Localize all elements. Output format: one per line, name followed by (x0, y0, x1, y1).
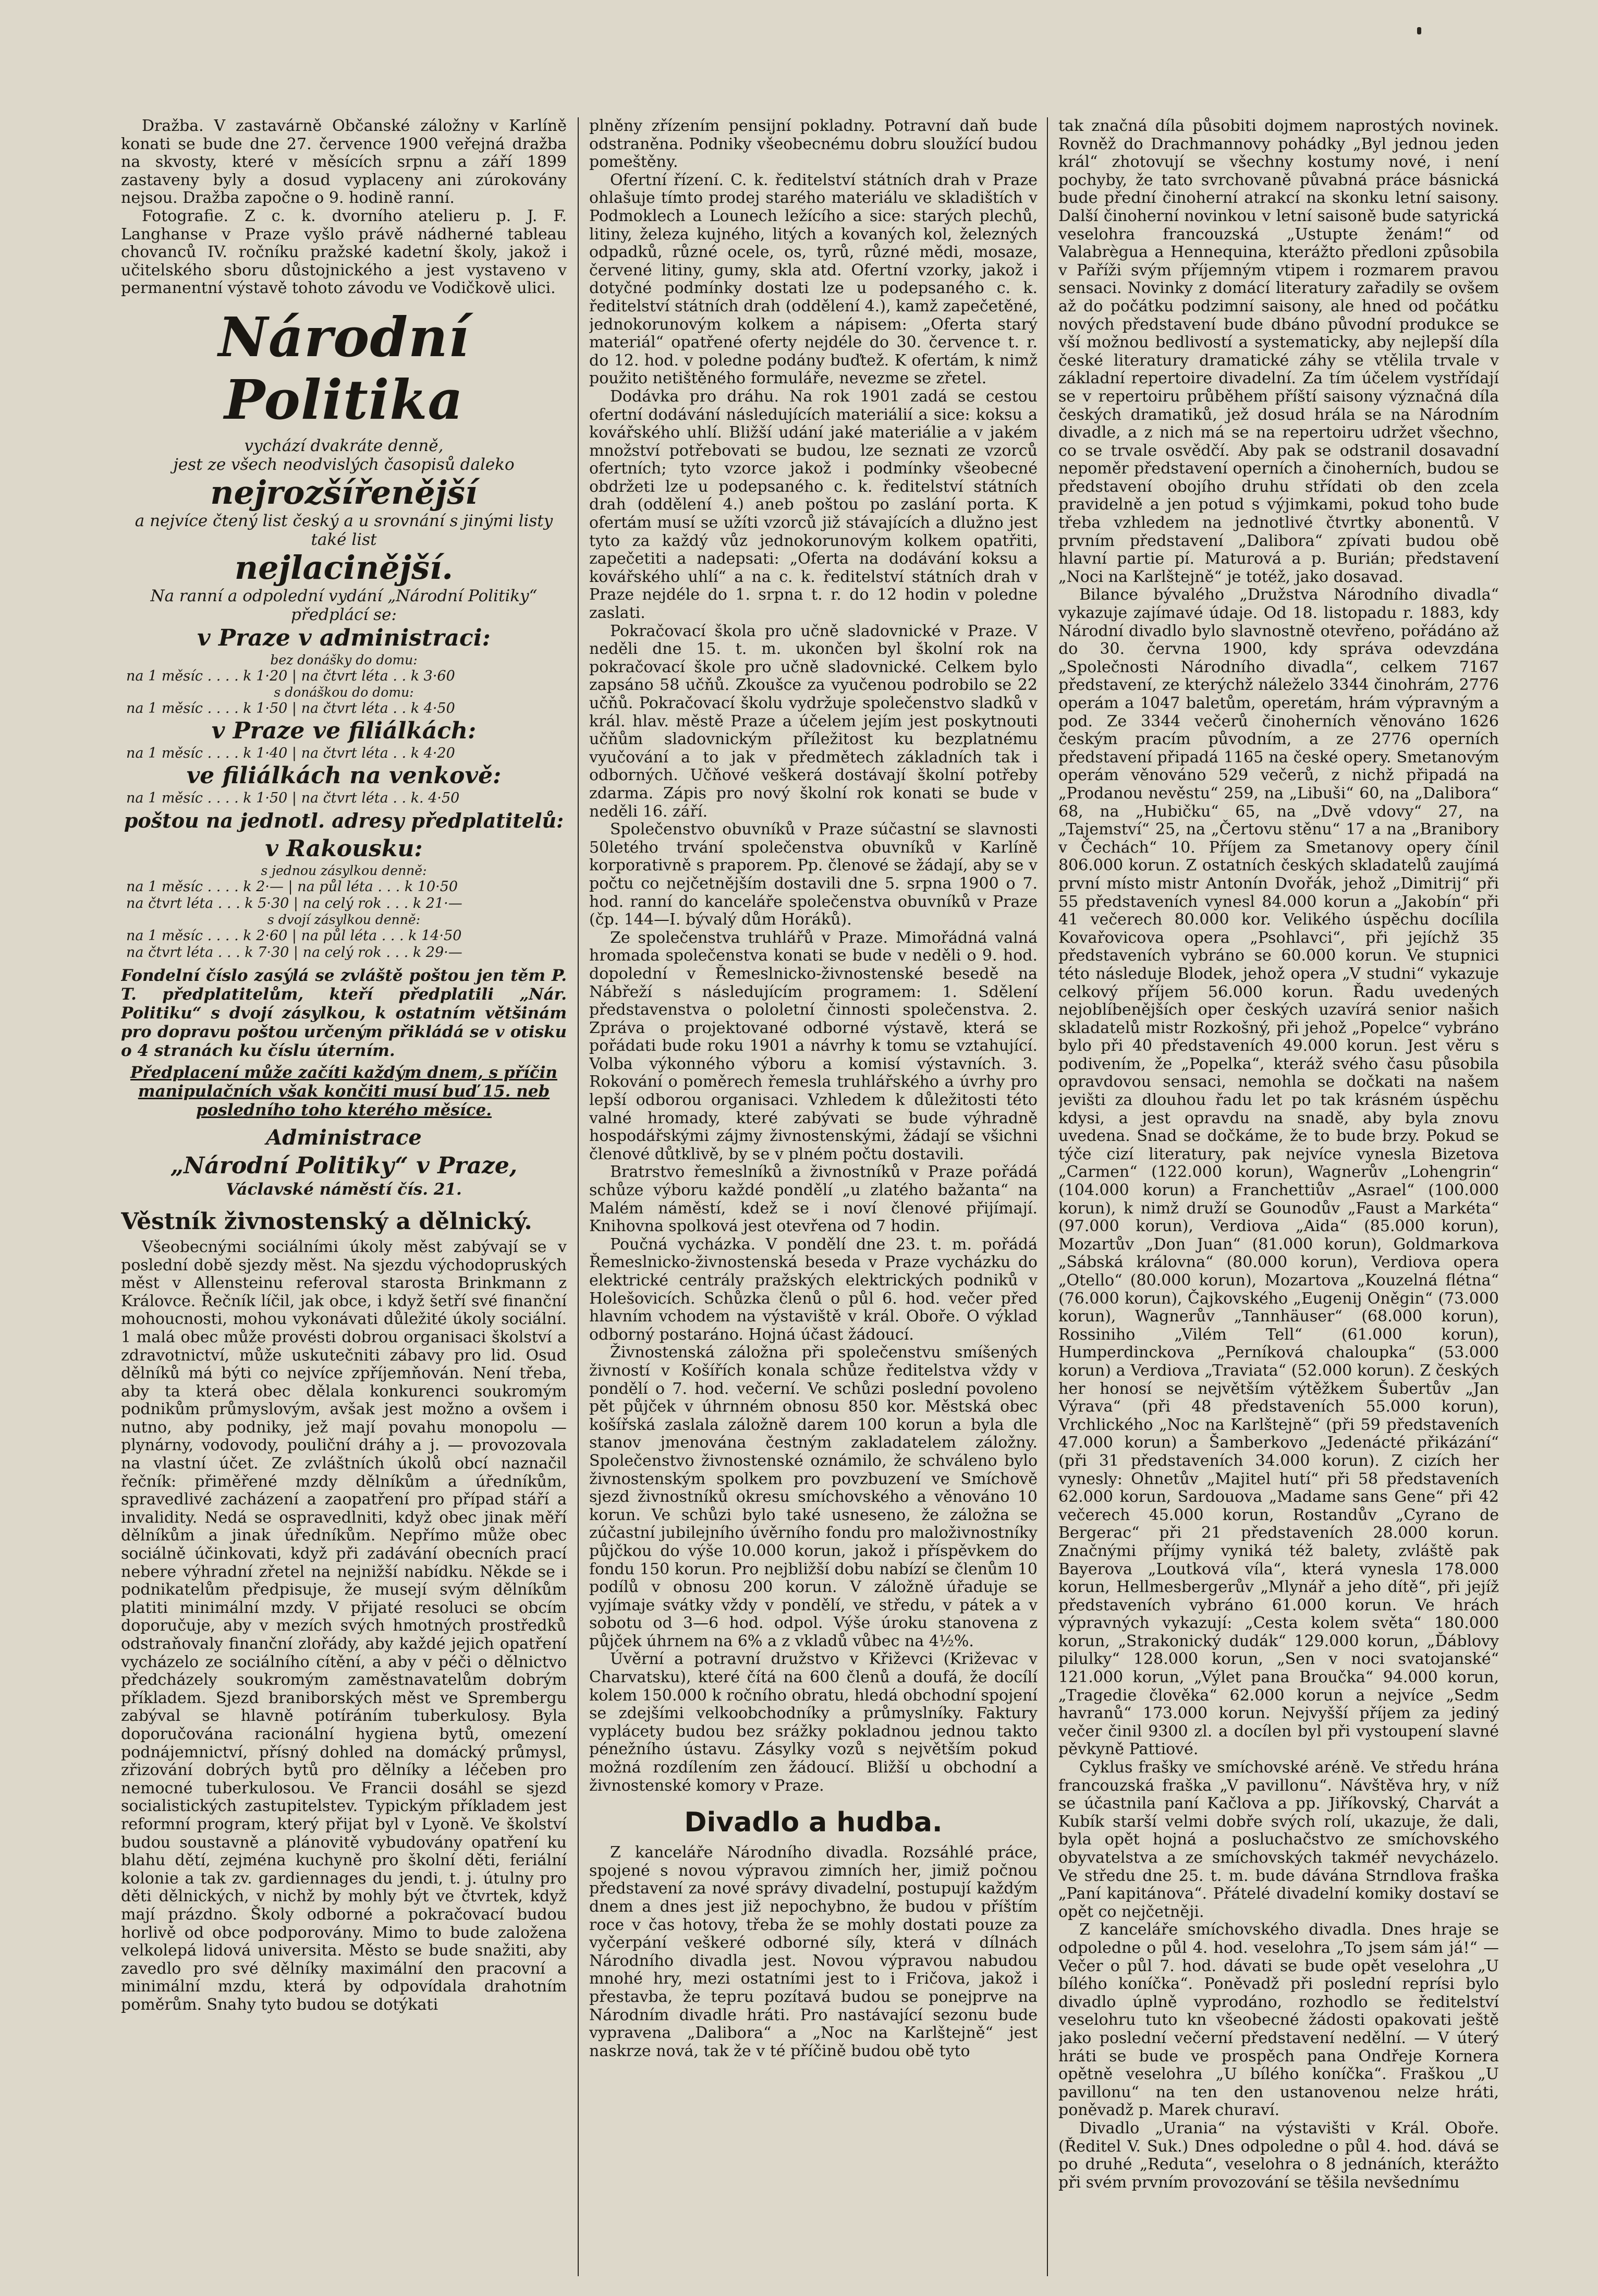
price-row: na 1 měsíc . . . . k 2·— | na půl léta . . . k 10·50 (126, 878, 458, 895)
article-fotografie: Fotografie. Z c. k. dvorního atelieru p. J. F. Langhanse v Praze vyšlo právě nádherné tableau chovanců IV. ročníku pražské kadetní školy, jakož i učitelského sboru důstojnického a jest vystaveno v permanentní výstavě tohoto závodu ve Vodičkově ulici. (121, 206, 567, 298)
price-row: na čtvrt léta . . . k 5·30 | na celý rok . . . k 21·— (126, 895, 462, 912)
ad-subhead: v Rakousku: (265, 835, 423, 862)
article-druzstvo: Úvěrní a potravní družstvo v Křiževci (Križevac v Charvatsku), které čítá na 600 členů a doufá, že docílí kolem 150.000 k ročního obratu, hledá obchodní spojení se zdejšími velkoobchodníky a průmyslníky. Faktury vyplácety budou bez srážky pokladnou jednou takto pénežního ústavu. Zásylky vozů s největším pokud možná rozdílením zen žádoucí. Bližší u obchodní a živnostenské komory v Praze. (589, 1650, 1038, 1795)
ad-note: s jednou zásylkou denně: (261, 862, 427, 878)
ad-note: bez donášky do domu: (270, 652, 418, 667)
ad-line: Na ranní a odpolední vydání „Národní Politiky“ předplácí se: (150, 586, 538, 624)
ad-note: s dvojí zásylkou denně: (267, 912, 421, 927)
ad-note: s donáškou do domu: (274, 684, 414, 700)
article-dodavka: Dodávka pro dráhu. Na rok 1901 zadá se cestou ofertní dodávání následujících materiálií a sice: koksu a kovářského uhlí. Bližší udání jaké materiálie a v jakém množství potřebovati se budou, lze seznati ze vzorců ofertních; tyto vzorce jakož i podmínky všeobecné obdržeti lze u podepsaného c. k. ředitelství státních drah (oddělení 4.) aneb poštou po zaslání porta. K ofertám musí se užíti vzorců již stávajících a dlužno jest tyto za každý vůz jednokorunovým kolkem opatřiti, zapečetiti a nadepsati: „Oferta na dodávání koksu a kovářského uhlí“ a na c. k. ředitelství státních drah v Praze nejdéle do 1. srpna t. r. do 12 hodin v poledne zaslati. (589, 387, 1038, 623)
article-cyklus-frasky: Cyklus frašky ve smíchovské aréně. Ve středu hrána francouzská fraška „V pavillonu“. Návštěva hry, v níž se účastnila paní Kačlova a pp. Jiříkovský, Charvát a Kubík starší velmi dobře svých rolí, ukazuje, že dali, byla opět hojná a posluchačstvo ze smíchovského obyvatelstva a ze smíchovských takméř nevycházelo. Ve středu dne 25. t. m. bude dávána Strndlova fraška „Paní kapitánova“. Přátelé divadelní komiky dostaví se opět co nejčetněji. (1058, 1758, 1499, 1921)
price-row: na čtvrt léta . . . k 7·30 | na celý rok . . . k 29·— (126, 944, 462, 961)
masthead-logo: Národní Politika (218, 305, 470, 432)
ink-speck (1417, 27, 1421, 34)
column-rule (1047, 117, 1048, 2276)
article-obuvnici: Společenstvo obuvníků v Praze súčastní se slavnosti 50letého trvání společenstva obuvníků v Karlíně korporativně s praporem. Pp. členové se žádají, aby se v počtu co nejčetnějším dostavili dne 5. srpna 1900 o 7. hod. ranní do kanceláře společenstva obuvníků v Praze (čp. 144—I. bývalý dům Horáků). (589, 820, 1038, 929)
ad-administration-name: „Národní Politiky“ v Praze, (170, 1152, 518, 1179)
article-ofertni-rizeni: Ofertní řízení. C. k. ředitelství státních drah v Praze ohlašuje tímto prodej starého materiálu ve skladištích v Podmoklech a Lounech ležícího a sice: starých plechů, litiny, železa kujného, litých a kovaných kol, železných odpadků, různé ocele, os, tyrů, různé mědi, mosaze, červené litiny, gumy, skla atd. Ofertní vzorky, jakož i dotyčné podmínky dostati lze u podepsaného c. k. ředitelství státních drah (oddělení 4.), kamž zapečetěné, jednokorunovým kolkem a nápisem: „Oferta starý materiál“ opatřené oferty nejdéle do 30. července t. r. do 12. hod. v poledne podány buďtež. K ofertám, k nimž použito netištěného formuláře, nevezme se zřetel. (589, 171, 1038, 388)
article-bilance: Bilance bývalého „Družstva Národního divadla“ vykazuje zajímavé údaje. Od 18. listopadu r. 1883, kdy Národní divadlo bylo slavnostně otevřeno, pořádáno až do 30. června 1900, kdy správa odevzdána „Společnosti Národního divadla“, celkem 7167 představení, ze kterýchž náleželo 3344 činohrám, 2776 operám a 1047 baletům, operetám, hrám výpravným a pod. Ze 3344 večerů činoherních věnováno 1626 českým pracím původním, a ze 2776 operních představení připadá 1165 na české opery. Smetanovým operám věnováno 529 večerů, z nichž připadá na „Prodanou nevěstu“ 259, na „Libuši“ 60, na „Dalibora“ 68, na „Hubičku“ 65, na „Dvě vdovy“ 27, na „Tajemství“ 25, na „Čertovu stěnu“ 17 a na „Branibory v Čechách“ 10. Příjem za Smetanovy opery čínil 806.000 korun. Z ostatních českých skladatelů zaujímá první místo mistr Antonín Dvořák, jehož „Dimitrij“ při 55 představeních vynesl 84.000 korun a „Jakobín“ při 41 večerech 80.000 kor. Velikého úspěchu docílila Kovařovicova opera „Psohlavci“, při jejíchž 35 představeních vybráno se 60.000 korun. Ve stupnici této následuje Blodek, jehož opera „V studni“ vykazuje celkový příjem 56.000 korun. Řadu uvedených nejoblíbenějších oper českých uzavírá senior našich skladatelů mistr Rozkošný, při jehož „Popelce“ vybráno bylo při 40 představeních 49.000 korun. Jest věru s podivením, že „Popelka“, kteráž svého času působila opravdovou sensaci, nemohla se dočkati na našem jevišti za dlouhou řadu let po tak krásném úspěchu kdysi, a jest opravdu na snadě, aby byla znovu uvedena. Snad se dočkáme, že to bude brzy. Pokud se týče cizí literatury, pak nejvíce vynesla Bizetova „Carmen“ (122.000 korun), Wagnerův „Lohengrin“ (104.000 korun) a Franchettiův „Asrael“ (100.000 korun), k nimž druží se Gounodův „Faust a Markéta“ (97.000 korun), Verdiova „Aida“ (85.000 korun), Mozartův „Don Juan“ (81.000 korun), Goldmarkova „Sábská královna“ (80.000 korun), Verdiova opera „Otello“ (80.000 korun), Mozartova „Kouzelná flétna“ (76.000 korun), Čajkovského „Eugenij Oněgin“ (73.000 korun), Wagnerův „Tannhäuser“ (68.000 korun), Rossiniho „Vilém Tell“ (61.000 korun), Humperdinckova „Perníková chaloupka“ (53.000 korun) a Verdiova „Traviata“ (52.000 korun). Z českých her honosí se největším výtěžkem Šubertův „Jan Výrava“ (při 48 představeních 55.000 korun), Vrchlického „Noc na Karlštejně“ (při 59 představeních 47.000 korun) a Šamberkovo „Jedenácté přikázání“ (při 31 představeních 34.000 korun). Z cizích her vynesly: Ohnetův „Majitel hutí“ při 58 představeních 62.000 korun, Sardouova „Madame sans Gene“ při 42 večerech 45.000 korun, Rostandův „Cyrano de Bergerac“ při 21 představeních 28.000 korun. Značnými příjmy vyniká též balety, zvláště pak Bayerova „Loutková víla“, která vynesla 178.000 korun, Hellmesbergerův „Mlynář a jeho dítě“, při jejíž představeních vybráno 61.000 korun. Ve hrách výpravných vykazují: „Cesta kolem světa“ 180.000 korun, „Strakonický dudák“ 129.000 korun, „Ďáblovy pilulky“ 128.000 korun, „Sen v noci svatojanské“ 121.000 korun, „Výlet pana Broučka“ 94.000 korun, „Tragedie člověka“ 62.000 korun a nejvíce „Sedm havranů“ 173.000 korun. Nejvyšší příjem za jediný večer činil 9300 zl. a docílen byl při vystoupení slavné pěvkyně Pattiové. (1058, 586, 1499, 1759)
ad-subhead: v Praze ve filiálkách: (211, 717, 477, 744)
article-zalozna: Živnostenská záložna při společenstvu smíšených živností v Košířích konala schůze ředitelstva vždy v pondělí o 7. hod. večerní. Ve schůzi poslední povoleno pět půjček v úhrnném obnosu 850 kor. Městská obec košířská zaslala záložně darem 100 korun a byla dle stanov jmenována čestným zakladatelem záložny. Společenstvo živnostenské oznámilo, že schváleno bylo živnostenským spolkem pro povzbuzení ve Smíchově sjezd živnostníků okresu smíchovského a věnováno 10 korun. Ve schůzi bylo také usneseno, že záložna se zúčastní jubilejního úvěrního fondu pro maloživnostníky půjčkou do výše 10.000 korun, jakož i příspěvkem do fondu 150 korun. Pro nejbližší dobu nabízí se členům 10 podílů v obnosu 200 korun. V záložně úřaduje se vyjímaje svátky vždy v pondělí, ve středu, v pátek a v sobotu od 3—6 hod. odpol. Výše úroku stanovena z půjček úhrnem na 6% a z vkladů vůbec na 4½%. (589, 1343, 1038, 1650)
article-urania: Divadlo „Urania“ na výstavišti v Král. Oboře. (Ředitel V. Suk.) Dnes odpoledne o půl 4. hod. dává se po druhé „Reduta“, veselohra o 8 jednáních, kterážto při svém prvním provozování se těšila nevšednímu (1058, 2119, 1499, 2192)
section-heading: Divadlo a hudba. (684, 1807, 943, 1839)
article-narodni-divadlo: Z kanceláře Národního divadla. Rozsáhlé práce, spojené s novou výpravou zimních her, jimiž počnou představení za nové správy divadelní, postupují každým dnem a dnes jest již nepochybno, že budou v příštím roce v čas hotovy, třeba že se mohly dostati pouze za vyčerpání veškeré odborné síly, která v dílnách Národního divadla jest. Novou výpravou nabudou mnohé hry, mezi ostatními jest to i Fričova, jakož i přestavba, že tepru pozítavá budou se ponejprve na Národním divadle hráti. Pro nastávající sezonu bude vypravena „Dalibora“ a „Noc na Karlštejně“ jest naskrze nová, tak že v té příčině budou obě tyto (589, 1843, 1038, 2060)
price-row: na 1 měsíc . . . . k 2·60 | na půl léta . . . k 14·50 (126, 927, 462, 944)
article-vychazka: Poučná vycházka. V pondělí dne 23. t. m. pořádá Řemeslnicko-živnostenská beseda v Praze vycházku do elektrické centrály pražských elektrických podniků v Holešovicích. Schůzka členů o půl 6. hod. večer před hlavním vchodem na výstaviště v král. Oboře. O výklad odborný postaráno. Hojná účast žádoucí. (589, 1235, 1038, 1344)
article-drazba: Dražba. V zastavárně Občanské záložny v Karlíně konati se bude dne 27. července 1900 veřejná dražba na skvosty, které v měsících srpnu a září 1899 zastaveny byly a dosud vyplaceny ani zúrokovány nejsou. Dražba započne o 9. hodině ranní. (121, 117, 567, 208)
ad-line: a nejvíce čtený list český a u srovnání s jinými listy také list (135, 511, 553, 549)
column-2 (589, 117, 1038, 2287)
ad-line: vychází dvakráte denně, (244, 436, 444, 455)
subscription-advert (121, 306, 567, 1199)
ad-address: Václavské náměstí čís. 21. (226, 1180, 462, 1199)
article-truhlari: Ze společenstva truhlářů v Praze. Mimořádná valná hromada společenstva konati se bude v neděli o 9. hod. dopolední v Řemeslnicko-živnostenské besedě na Nábřeží s následujícím programem: 1. Sdělení představenstva o pololetní činnosti společenstva. 2. Zpráva o projektované odborné výstavě, která se pořádati bude roku 1901 a návrhy k tomu se vztahující. Volba výkonného výboru a komisí výstavních. 3. Rokování o poměrech řemesla truhlářského a úvrhy pro lepší odborou organisaci. Vzhledem k důležitosti této valné hromady, které zabývati se bude výhradně hospodářskými zájmy živnostenskými, žádají se všichni členové důtklivě, by se v plném počtu dostavili. (589, 928, 1038, 1163)
price-row: na 1 měsíc . . . . k 1·50 | na čtvrt léta . . k. 4·50 (126, 789, 460, 806)
column-3 (1058, 117, 1499, 2287)
ad-postal-note: Fondelní číslo zasýlá se zvláště poštou jen těm P. T. předplatitelům, kteří předplatili „Nár. Politiku“ s dvojí zásylkou, k ostatním většinám pro dopravu poštou určeným přikládá se v otisku o 4 stranách ku číslu úterním. (121, 966, 567, 1060)
price-row: na 1 měsíc . . . . k 1·50 | na čtvrt léta . . k 4·50 (126, 700, 455, 716)
price-row: na 1 měsíc . . . . k 1·20 | na čtvrt léta . . k 3·60 (126, 667, 455, 684)
ad-subhead: ve filiálkách na venkově: (186, 762, 502, 789)
article-continuation: tak značná díla působiti dojmem naprostých novinek. Rovněž do Drachmannovy pohádky „Byl jednou jeden král“ zhotovují se všechny kostumy nové, i není pochyby, že tato svrchovaně půvabná práce básnická bude přední činoherní atrakcí na skonku letní saisony. Další činoherní novinkou v letní saisoně bude satyrická veselohra francouzská „Ustupte ženám!“ od Valabrègua a Hennequina, kterážto předloni způsobila v Paříži svým příjemným vtipem i rozmarem pravou sensaci. Novinky z domácí literatury zařadily se ovšem až do počátku podzimní saisony, ale hned od počátku nových představení bude dbáno původní produkce se vší možnou bedlivostí a systematicky, aby nejlepší díla české literatury dramatické záhy se vtělila trvale v základní repertoire divadelní. Za tím účelem vystřídají se v repertoiru průběhem příští saisony význačná díla českých dramatiků, jež dosud hrála se na Národním divadle, a z nich má se na repertoiru udržet všechno, co se trvale osvědčí. Aby pak se odstranil dosavadní nepoměr představení operních a činoherních, budou se představení obojího druhu střídati ob den zcela pravidelně a jen potud s výjimkami, pokud toho bude třeba vzhledem na jednotlivé čtvrtky abonentů. V prvním představení „Dalibora“ zpívati budou obě hlavní partie pí. Maturová a p. Burián; představení „Noci na Karlštejně“ je totéž, jako dosavad. (1058, 117, 1499, 586)
section-heading: Věstník živnostenský a dělnický. (121, 1208, 532, 1235)
column-1 (121, 117, 567, 2287)
ad-line: jest ze všech neodvislých časopisů daleko (173, 455, 515, 474)
ad-subhead: v Praze v administraci: (197, 624, 491, 651)
article-socialni-ukoly: Všeobecnými sociálními úkoly měst zabývají se v poslední době sjezdy měst. Na sjezdu východopruských měst v Allensteinu referoval starosta Brinkmann z Královce. Řečník líčil, jak obce, i když šetří své finanční mohoucnosti, mohou vykonávati důležité úkoly sociální. 1 malá obec může provésti dobrou organisaci školství a zdravotnictví, může uskutečniti zábavy pro lid. Osud dělníků má býti co nejvíce zpříjemňován. Není třeba, aby ta která obec dělala konkurenci soukromým podnikům průmyslovým, avšak jest možno a ovšem i nutno, aby podniky, jež mají povahu monopolu — plynárny, vodovody, pouliční dráhy a j. — provozovala na vlastní účet. Ze zvláštních úkolů obcí naznačil řečník: přiměřené mzdy dělníkům a úředníkům, spravedlivé zacházení a zaopatření pro případ stáří a invalidity. Nedá se ospravedlniti, když obec jinak měří dělníkům a jinak úředníkům. Nepřímo může obec sociálně účinkovati, když při zadávání obecních prací nebere výhradní zřetel na nejnižší nabídku. Někde se i podnikatelům předpisuje, že musejí svým dělníkům platiti minimální mzdy. V přijaté resoluci se obcím doporučuje, aby v mezích svých hmotných prostředků odstraňovaly finanční zlořády, aby každé jejich opatření vycházelo ze sociálního cítění, a aby v péči o dělnictvo předcházely soukromým zaměstnavatelům dobrým příkladem. Sjezd braniborských měst ve Sprembergu zabýval se hlavně potíráním tuberkulosy. Byla doporučována racionální hygiena bytů, omezení podnájemnictví, přísný dohled na domácký průmysl, zřizování dobrých bytů pro dělníky a léčeben pro nemocné tuberkulosou. Ve Francii dosáhl se sjezd socialistických zastupitelstev. Typickým příkladem jest reformní program, který přijat byl v Lyoně. Ve školství budou soustavně a plánovitě vybudovány opatření ku blahu dětí, zejména kuchyně pro školní děti, feriální kolonie a tak zv. gardiennages du jendi, t. j. útulny pro děti dělnických, v nichž by mohly být ve čtvrtek, když mají prázdno. Školy odborné a pokračovací budou horlivě od obce podporovány. Mimo to bude založena velkolepá lidová universita. Město se bude snažiti, aby zavedlo pro své dělníky maximální den pracovní a minimální mzdu, která by odpovídala drahotním poměrům. Snahy tyto budou se dotýkati (121, 1237, 567, 2014)
price-row: na 1 měsíc . . . . k 1·40 | na čtvrt léta . . k 4·20 (126, 745, 455, 761)
article-skola-sladovnicka: Pokračovací škola pro učně sladovnické v Praze. V neděli dne 15. t. m. ukončen byl školní rok na pokračovací škole pro učně sladovnické. Celkem bylo zapsáno 58 učňů. Zkoušce za vyučenou podrobilo se 22 učňů. Pokračovací školu vydržuje společenstvo sladků v král. hlav. městě Praze a účelem jejím jest poskytnouti učňům sladovnickým příležitost ku bezplatnému vyučování a to jak v předmětech základních tak i odborných. Učňové veškerá dostávají školní potřeby zdarma. Zápis pro nový školní rok konati se bude v neděli 16. září. (589, 622, 1038, 821)
article-smichovske-divadlo: Z kanceláře smíchovského divadla. Dnes hraje se odpoledne o půl 4. hod. veselohra „To jsem sám já!“ — Večer o půl 7. hod. dávati se bude opět veselohra „U bílého koníčka“. Poněvadž při poslední reprísi bylo divadlo úplně vyprodáno, rozhodlo se ředitelství veselohru tuto kn všeobecné žádosti opakovati ještě jako poslední večerní představení nedělní. — V úterý hráti se bude ve prospěch pana Ondřeje Kornera opětně veselohra „U bílého koníčka“. Fraškou „U pavillonu“ na ten den ustanovenou nelze hráti, poněvadž p. Marek churaví. (1058, 1921, 1499, 2120)
ad-subhead: poštou na jednotl. adresy předplatitelů: (124, 808, 564, 832)
ad-subscription-note: Předplacení může začíti každým dnem, s příčin manipulačních však končiti musí buď 15. neb posledního toho kterého měsíce. (130, 1063, 557, 1120)
ad-administration: Administrace (266, 1125, 422, 1150)
column-rule (578, 117, 579, 2276)
article-continuation: plněny zřízením pensijní pokladny. Potravní daň bude odstraněna. Podniky všeobecnému dobru sloužící budou pomeštěny. (589, 117, 1038, 172)
ad-headline: nejlacinější. (235, 548, 453, 587)
ad-headline: nejrozšířenější (210, 473, 478, 512)
article-bratrstvo: Bratrstvo řemeslníků a živnostníků v Praze pořádá schůze výboru každé pondělí „u zlatého bažanta“ na Malém náměstí, kdež se i noví členové přijímají. Knihovna spolková jest otevřena od 7 hodin. (589, 1163, 1038, 1236)
